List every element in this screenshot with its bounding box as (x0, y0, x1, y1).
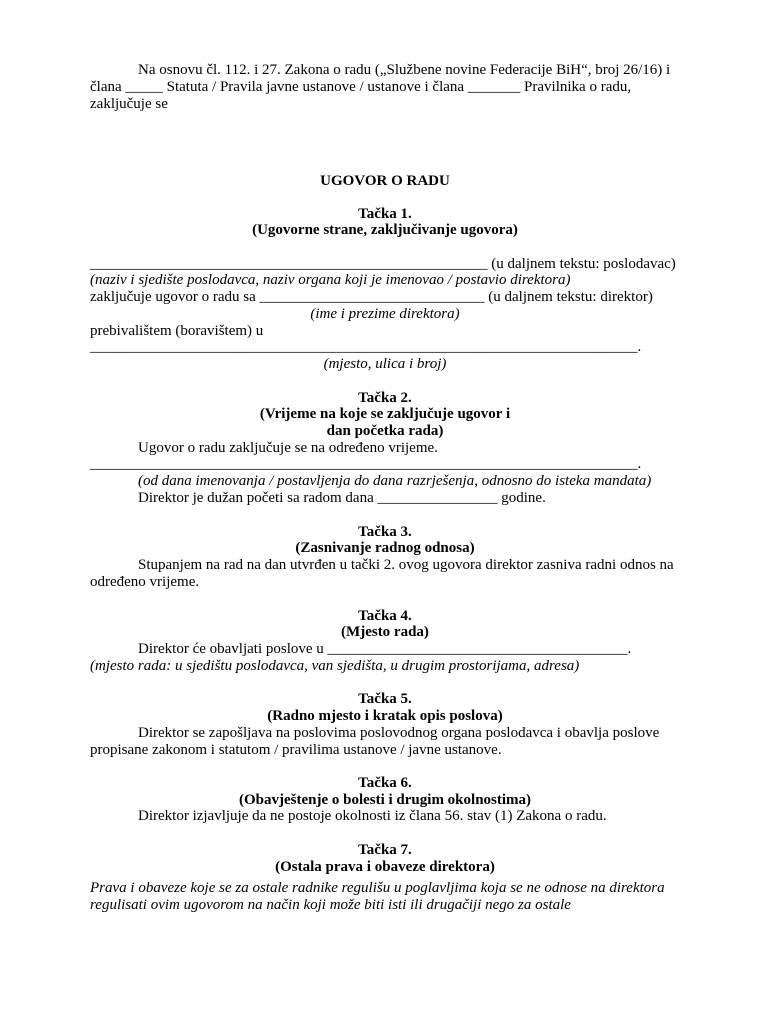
t1-employer-note: (naziv i sjedište poslodavca, naziv organa koji je imenovao / postavio direktora) (90, 272, 571, 288)
t4-subheading: (Mjesto rada) (341, 624, 429, 640)
t1-employer-line: _____________________________________________________ (u daljnem tekstu: poslodavac) (90, 256, 676, 272)
t6-heading: Tačka 6. (358, 775, 412, 791)
t2-heading: Tačka 2. (358, 390, 412, 406)
t2-term-line: _________________________________________________________________________. (90, 456, 642, 472)
t4-location-line: Direktor će obavljati poslove u ________________________________________. (138, 641, 632, 657)
t7-body: Prava i obaveze koje se za ostale radnike regulišu u poglavljima koja se ne odnose na direktora regulisati ovim ugovorom na način koji može biti isti ili drugačiji nego za ostale (90, 880, 665, 913)
t1-director-line: zaključuje ugovor o radu sa ______________________________ (u daljnem tekstu: direktor) (90, 289, 653, 305)
t3-subheading: (Zasnivanje radnog odnosa) (295, 540, 475, 556)
t2-term-note: (od dana imenovanja / postavljenja do dana razrješenja, odnosno do isteka mandata) (138, 473, 652, 489)
t1-heading: Tačka 1. (358, 206, 412, 222)
t5-heading: Tačka 5. (358, 691, 412, 707)
t2-fixed-term-line: Ugovor o radu zaključuje se na određeno vrijeme. (138, 440, 438, 456)
t5-subheading: (Radno mjesto i kratak opis poslova) (267, 708, 503, 724)
t2-start-date-line: Direktor je dužan početi sa radom dana ________________ godine. (138, 490, 546, 506)
t4-heading: Tačka 4. (358, 608, 412, 624)
document-title: UGOVOR O RADU (320, 173, 450, 189)
document-body (90, 0, 680, 1024)
t4-location-note: (mjesto rada: u sjedištu poslodavca, van sjedišta, u drugim prostorijama, adresa) (90, 658, 580, 674)
t2-subheading-1: (Vrijeme na koje se zaključuje ugovor i (259, 406, 511, 422)
t3-body: Stupanjem na rad na dan utvrđen u tački 2. ovog ugovora direktor zasniva radni odnos na određeno vrijeme. (90, 557, 674, 590)
t2-subheading-2: dan početka rada) (326, 423, 444, 439)
t1-director-note: (ime i prezime direktora) (310, 306, 460, 322)
t1-residence-label: prebivalištem (boravištem) u (90, 323, 264, 339)
t1-address-line: _________________________________________________________________________. (90, 339, 642, 355)
intro-paragraph: Na osnovu čl. 112. i 27. Zakona o radu („Službene novine Federacije BiH“, broj 26/16) i člana _____ Statuta / Pravila javne ustanove / ustanove i člana _______ Pravilnika o radu, zaključuje se (90, 62, 671, 112)
t7-subheading: (Ostala prava i obaveze direktora) (275, 859, 495, 875)
t6-subheading: (Obavještenje o bolesti i drugim okolnostima) (238, 792, 532, 808)
t6-body: Direktor izjavljuje da ne postoje okolnosti iz člana 56. stav (1) Zakona o radu. (138, 808, 607, 824)
t3-heading: Tačka 3. (358, 524, 412, 540)
t1-address-note: (mjesto, ulica i broj) (323, 356, 447, 372)
t7-heading: Tačka 7. (358, 842, 412, 858)
t5-body: Direktor se zapošljava na poslovima poslovodnog organa poslodavca i obavlja poslove propisane zakonom i statutom / pravilima ustanove / javne ustanove. (90, 725, 660, 758)
t1-subheading: (Ugovorne strane, zaključivanje ugovora) (252, 222, 518, 238)
